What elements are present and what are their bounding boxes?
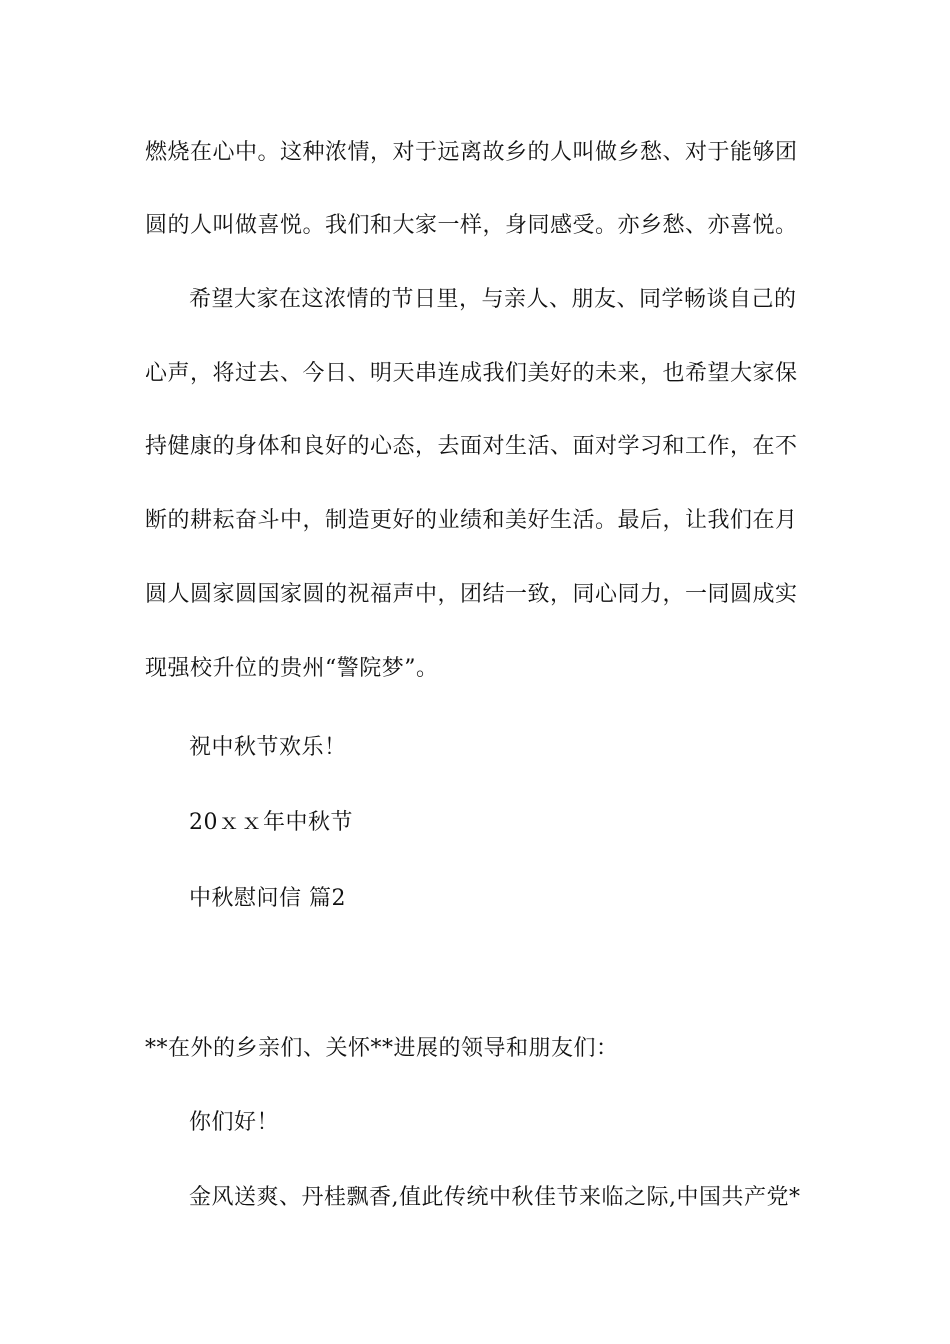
paragraph-line: 圆人圆家圆国家圆的祝福声中，团结一致，同心同力，一同圆成实: [145, 582, 798, 607]
paragraph-line: 现强校升位的贵州“警院梦”。: [145, 656, 439, 681]
greeting-line: 祝中秋节欢乐！: [189, 735, 347, 760]
section-heading: 中秋慰问信 篇2: [189, 886, 346, 911]
date-line: 20ｘｘ年中秋节: [189, 810, 353, 835]
paragraph-line: 燃烧在心中。这种浓情，对于远离故乡的人叫做乡愁、对于能够团: [145, 140, 798, 165]
paragraph-line: 持健康的身体和良好的心态，去面对生活、面对学习和工作，在不: [145, 434, 798, 459]
greeting-line: 你们好！: [189, 1110, 280, 1135]
paragraph-line: 金风送爽、丹桂飘香,值此传统中秋佳节来临之际,中国共产党*: [189, 1185, 801, 1210]
paragraph-line: 希望大家在这浓情的节日里，与亲人、朋友、同学畅谈自己的: [189, 287, 797, 312]
paragraph-line: 断的耕耘奋斗中，制造更好的业绩和美好生活。最后，让我们在月: [145, 508, 798, 533]
salutation-line: **在外的乡亲们、关怀**进展的领导和朋友们：: [145, 1036, 619, 1061]
paragraph-line: 圆的人叫做喜悦。我们和大家一样，身同感受。亦乡愁、亦喜悦。: [145, 213, 798, 238]
paragraph-line: 心声，将过去、今日、明天串连成我们美好的未来，也希望大家保: [145, 361, 798, 386]
